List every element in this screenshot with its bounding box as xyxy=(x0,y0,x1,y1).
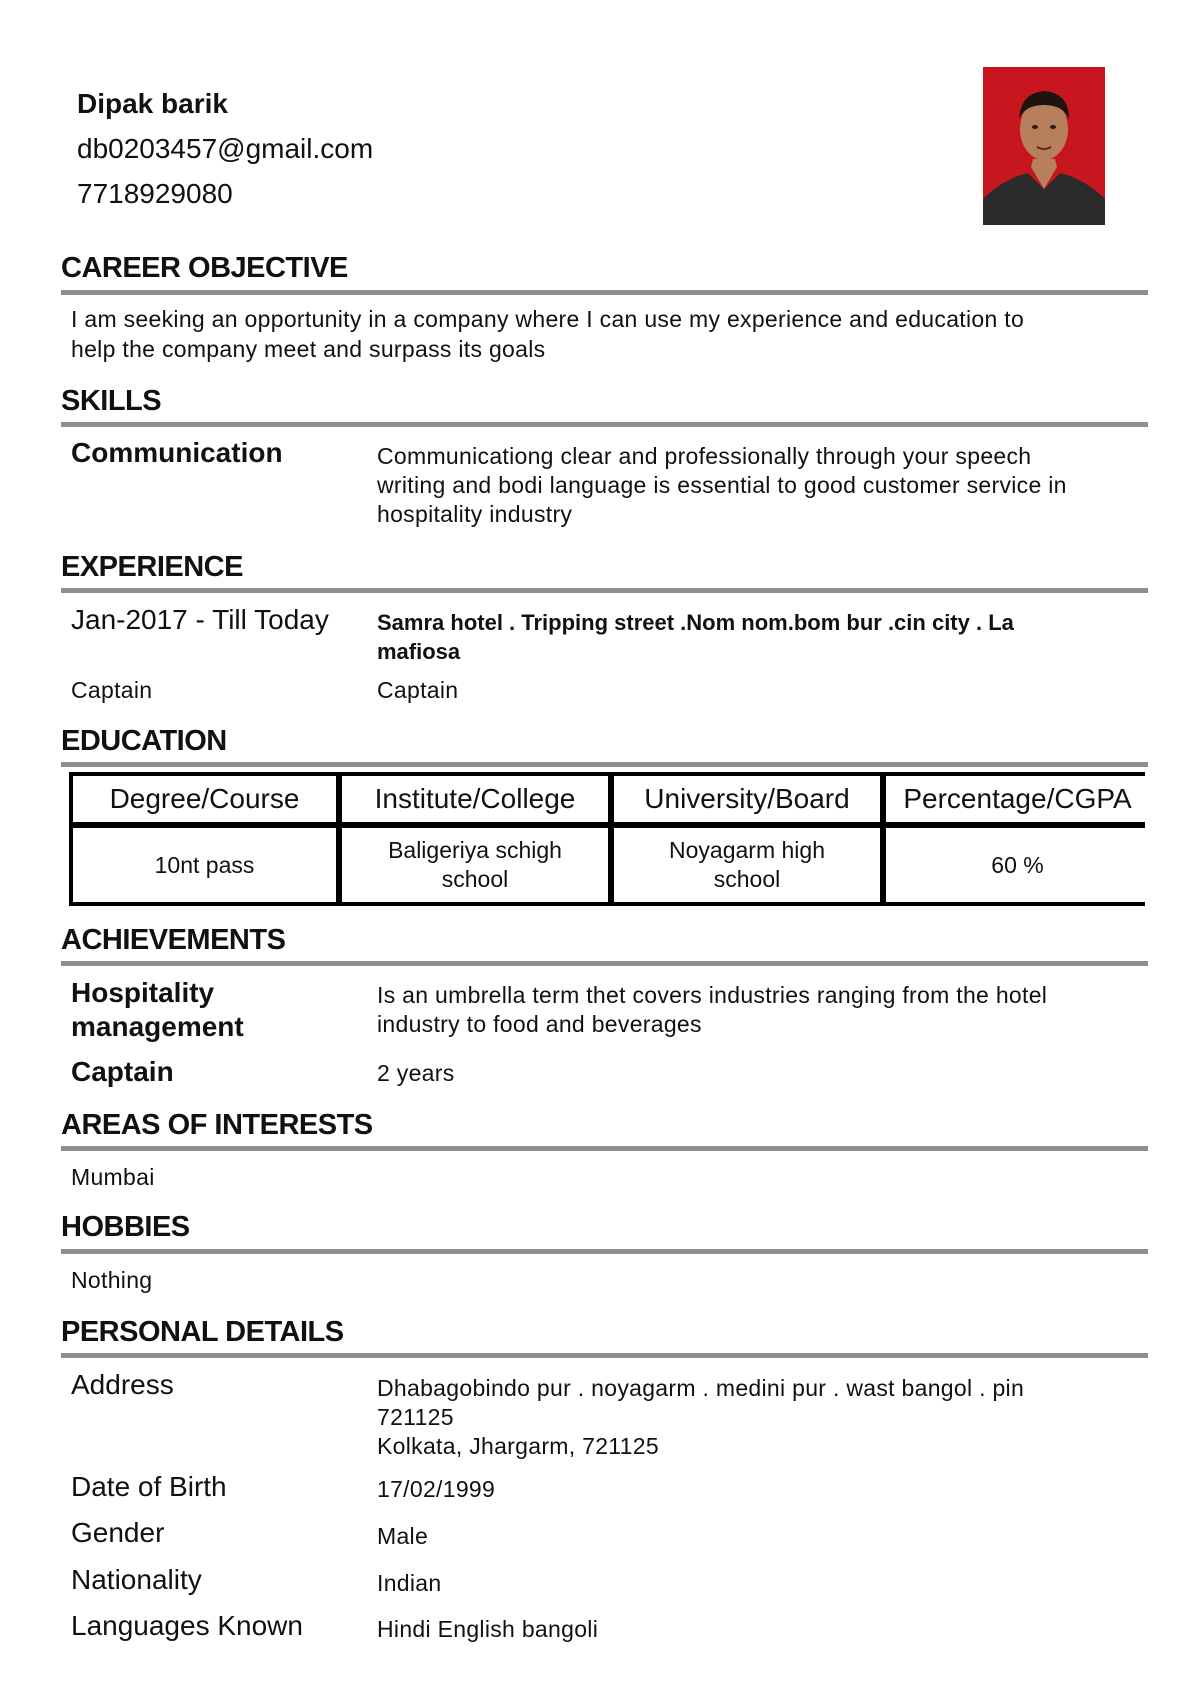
experience-role-label: Captain xyxy=(71,677,153,703)
university-line-1: Noyagarm high xyxy=(669,837,825,863)
achievement-name: Captain xyxy=(71,1056,174,1087)
languages-label: Languages Known xyxy=(71,1610,303,1641)
section-divider xyxy=(61,762,1148,767)
hobbies-heading: HOBBIES xyxy=(61,1211,190,1243)
experience-company-line-2: mafiosa xyxy=(377,639,461,664)
institute-line-2: school xyxy=(441,866,509,892)
email-text: db0203457@gmail.com xyxy=(77,133,374,164)
percentage-value: 60 % xyxy=(991,851,1044,878)
section-divider xyxy=(61,422,1148,427)
section-divider xyxy=(61,961,1148,966)
interests-heading: AREAS OF INTERESTS xyxy=(61,1109,373,1141)
experience-company-line-1: Samra hotel . Tripping street .Nom nom.bom bur .cin city . La xyxy=(377,610,1014,635)
address-label: Address xyxy=(71,1369,174,1400)
achievement-name-line-2: management xyxy=(71,1011,244,1042)
achievement-description-line-2: industry to food and beverages xyxy=(377,1011,702,1037)
degree-value: 10nt pass xyxy=(154,851,255,878)
dob-value: 17/02/1999 xyxy=(377,1476,496,1502)
nationality-value: Indian xyxy=(377,1570,442,1596)
education-table xyxy=(69,772,1145,906)
phone-text: 7718929080 xyxy=(77,178,233,209)
section-divider xyxy=(61,290,1148,295)
skills-heading: SKILLS xyxy=(61,385,162,417)
experience-role-value: Captain xyxy=(377,677,459,703)
skill-name: Communication xyxy=(71,437,283,468)
section-divider xyxy=(61,1146,1148,1151)
table-cell-degree xyxy=(73,828,336,902)
person-photo-icon xyxy=(983,67,1105,225)
section-divider xyxy=(61,1249,1148,1254)
hobbies-value: Nothing xyxy=(71,1267,153,1293)
achievements-heading: ACHIEVEMENTS xyxy=(61,924,286,956)
table-header-percentage: Percentage/CGPA xyxy=(886,776,1149,822)
languages-value: Hindi English bangoli xyxy=(377,1616,599,1642)
achievement-description-line-1: Is an umbrella term thet covers industries ranging from the hotel xyxy=(377,982,1048,1008)
career-objective-heading: CAREER OBJECTIVE xyxy=(61,252,348,284)
nationality-label: Nationality xyxy=(71,1564,202,1595)
table-header-university: University/Board xyxy=(614,776,880,822)
gender-value: Male xyxy=(377,1523,429,1549)
table-cell-percentage xyxy=(886,828,1149,902)
section-divider xyxy=(61,588,1148,593)
table-header-institute: Institute/College xyxy=(342,776,608,822)
gender-label: Gender xyxy=(71,1517,165,1548)
address-line-3: Kolkata, Jhargarm, 721125 xyxy=(377,1433,659,1459)
personal-details-heading: PERSONAL DETAILS xyxy=(61,1316,344,1348)
skill-description-line-3: hospitality industry xyxy=(377,501,573,527)
objective-text-line-1: I am seeking an opportunity in a company where I can use my experience and education to xyxy=(71,306,1025,332)
experience-period: Jan-2017 - Till Today xyxy=(71,604,329,635)
interests-value: Mumbai xyxy=(71,1164,155,1190)
address-line-1: Dhabagobindo pur . noyagarm . medini pur . wast bangol . pin xyxy=(377,1375,1025,1401)
achievement-name-line-1: Hospitality xyxy=(71,977,215,1008)
university-line-2: school xyxy=(713,866,781,892)
profile-photo xyxy=(983,67,1105,225)
education-heading: EDUCATION xyxy=(61,725,227,757)
skill-description-line-2: writing and bodi language is essential to good customer service in xyxy=(377,472,1067,498)
dob-label: Date of Birth xyxy=(71,1471,227,1502)
table-header-degree: Degree/Course xyxy=(73,776,336,822)
skill-description-line-1: Communicationg clear and professionally through your speech xyxy=(377,443,1032,469)
table-cell-university xyxy=(614,828,880,902)
address-line-2: 721125 xyxy=(377,1404,454,1430)
experience-heading: EXPERIENCE xyxy=(61,551,243,583)
institute-line-1: Baligeriya schigh xyxy=(388,837,562,863)
table-cell-institute xyxy=(342,828,608,902)
achievement-description: 2 years xyxy=(377,1060,455,1086)
candidate-name: Dipak barik xyxy=(77,88,228,119)
objective-text-line-2: help the company meet and surpass its goals xyxy=(71,336,546,362)
section-divider xyxy=(61,1353,1148,1358)
